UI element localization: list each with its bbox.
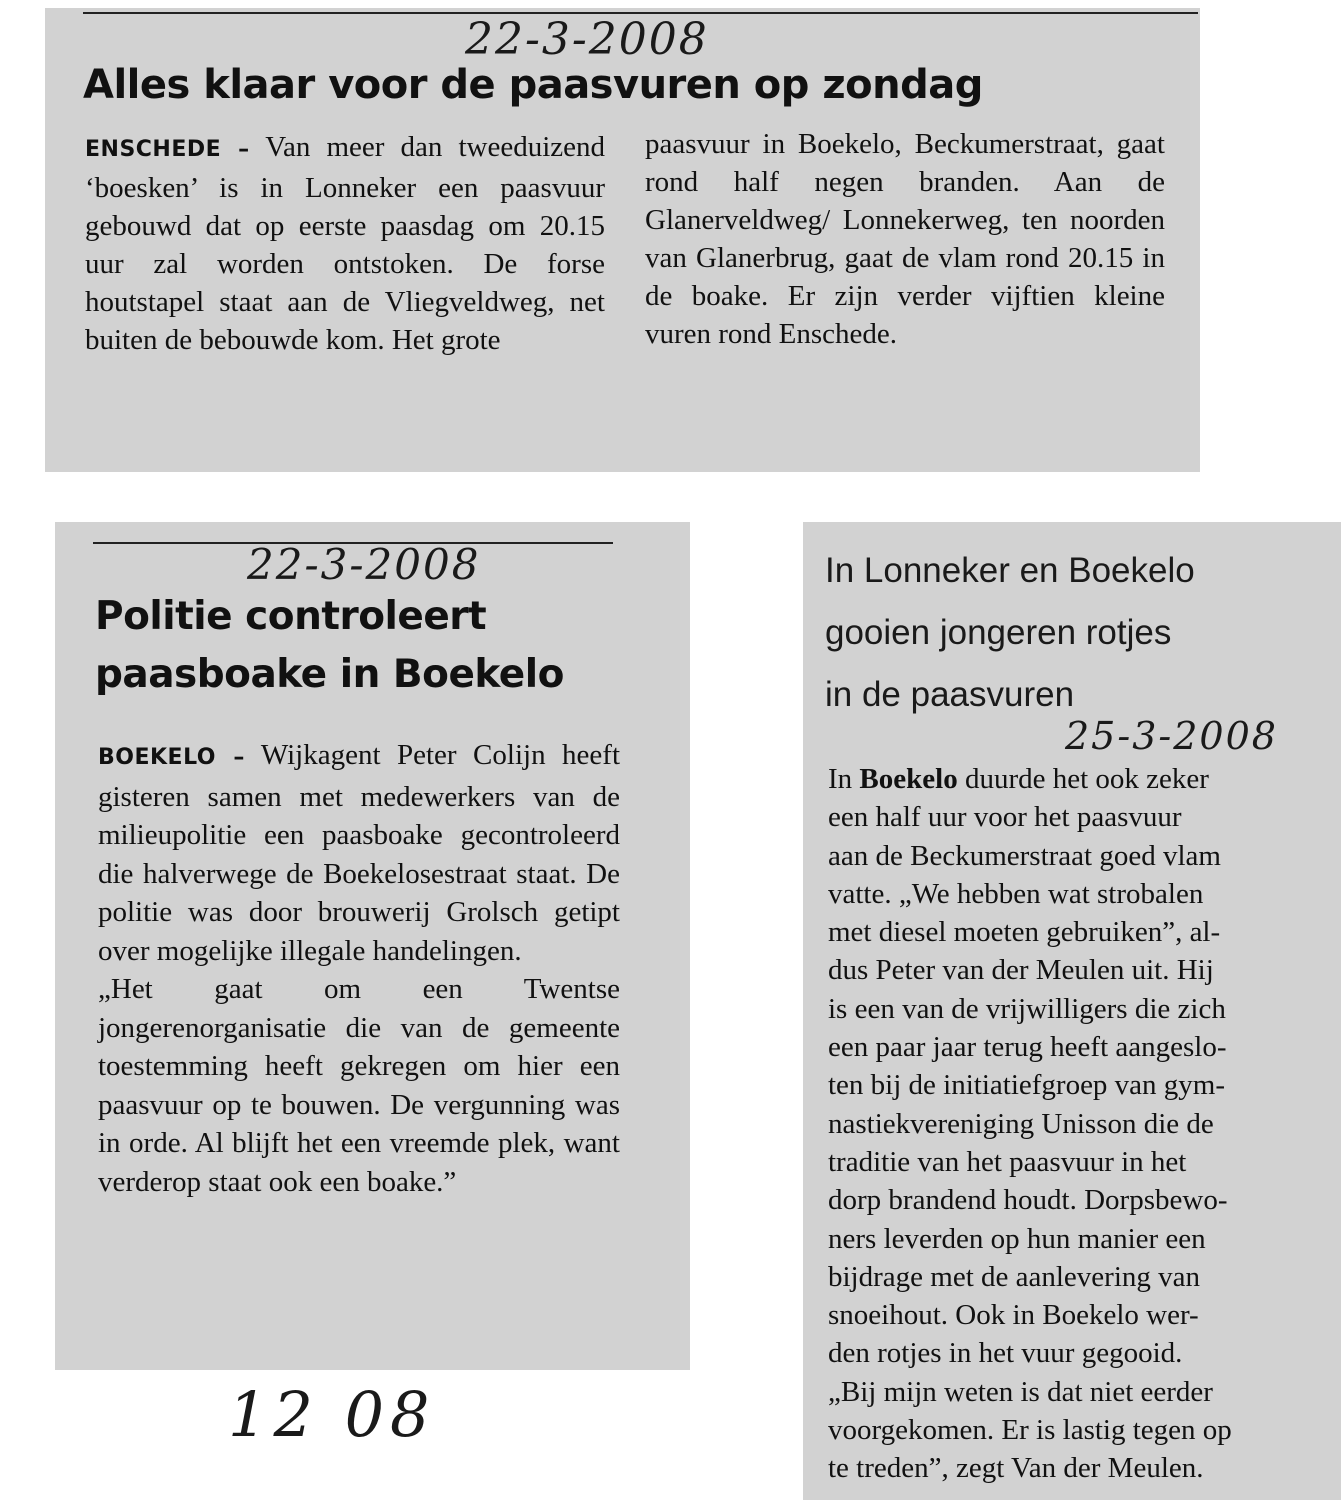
dateline: ENSCHEDE –: [85, 137, 250, 162]
dateline: BOEKELO –: [98, 745, 245, 770]
handwritten-date: 22-3-2008: [465, 14, 709, 65]
article-body: [828, 760, 1341, 1488]
body-line: een half uur voor het paasvuur: [828, 801, 1182, 834]
body-line: traditie van het paasvuur in het: [828, 1145, 1187, 1178]
article-body: [98, 736, 620, 1201]
body-line: ten bij de initiatiefgroep van gym-: [828, 1069, 1226, 1102]
body-line: dus Peter van der Meulen uit. Hij: [828, 954, 1214, 987]
body-line: nastiekvereniging Unisson die de: [828, 1107, 1214, 1140]
body-line: vatte. „We hebben wat strobalen: [828, 877, 1204, 910]
headline-line-2: gooien jongeren rotjes: [825, 613, 1172, 652]
body-line: „Bij mijn weten is dat niet eerder: [828, 1375, 1213, 1408]
paragraph-1: Wijkagent Peter Colijn heeft gisteren samen met medewerkers van de milieupolitie een paasboake gecontroleerd die halverwege de Boekelosestraat staat. De politie was door brouwerij Grolsch getipt over mogelijke illegale handelingen.: [98, 739, 621, 967]
clipping-rotjes: [803, 522, 1341, 1500]
body-line: te treden”, zegt Van der Meulen.: [828, 1452, 1204, 1485]
body-line: aan de Beckumerstraat goed vlam: [828, 839, 1221, 872]
body-line: is een van de vrijwilligers die zich: [828, 992, 1226, 1025]
body-line: een paar jaar terug heeft aangeslo-: [828, 1031, 1227, 1064]
paragraph-2: „Het gaat om een Twentse jongerenorganisatie die van de gemeente toestemming heeft gekregen om hier een paasvuur op te bouwen. De vergunning was in orde. Al blijft het een vreemde plek, want verderop staat ook een boake.”: [98, 973, 620, 1198]
body-line: voorgekomen. Er is lastig tegen op: [828, 1414, 1232, 1447]
body-line: bijdrage met de aanlevering van: [828, 1260, 1201, 1293]
body-line: snoeihout. Ook in Boekelo wer-: [828, 1299, 1199, 1332]
article-column-1: [85, 128, 605, 359]
clipping-politie: [55, 522, 690, 1370]
handwritten-page-note: 12 08: [228, 1378, 436, 1451]
headline: Alles klaar voor de paasvuren op zondag: [83, 62, 983, 108]
clipping-paasvuren: [45, 8, 1200, 472]
body-line: ners leverden op hun manier een: [828, 1222, 1206, 1255]
body-line: den rotjes in het vuur gegooid.: [828, 1337, 1183, 1370]
headline-line-2: paasboake in Boekelo: [95, 652, 564, 697]
place-name: Boekelo: [859, 763, 958, 795]
body-line: dorp brandend houdt. Dorpsbewo-: [828, 1184, 1228, 1217]
article-column-2: [645, 125, 1165, 353]
headline-line-1: In Lonneker en Boekelo: [825, 551, 1195, 590]
body-line: In Boekelo duurde het ook zeker: [828, 763, 1209, 795]
column-2-text: paasvuur in Boekelo, Beckumerstraat, gaat rond half negen branden. Aan de Glanerveldweg/ Lonnekerweg, ten noorden van Glanerbrug, gaat de vlam rond 20.15 in de boake. Er zijn verder vijftien kleine vuren rond Enschede.: [645, 128, 1165, 350]
column-1-text: Van meer dan tweeduizend ‘boesken’ is in Lonneker een paasvuur gebouwd dat op eerste paasdag om 20.15 uur zal worden ontstoken. De forse houtstapel staat aan de Vliegveldweg, net buiten de bebouwde kom. Het grote: [85, 131, 605, 356]
headline-line-3: in de paasvuren: [825, 675, 1075, 714]
handwritten-date: 22-3-2008: [247, 540, 481, 589]
handwritten-date: 25-3-2008: [1065, 714, 1278, 758]
headline-line-1: Politie controleert: [95, 594, 487, 639]
body-line: met diesel moeten gebruiken”, al-: [828, 916, 1221, 949]
